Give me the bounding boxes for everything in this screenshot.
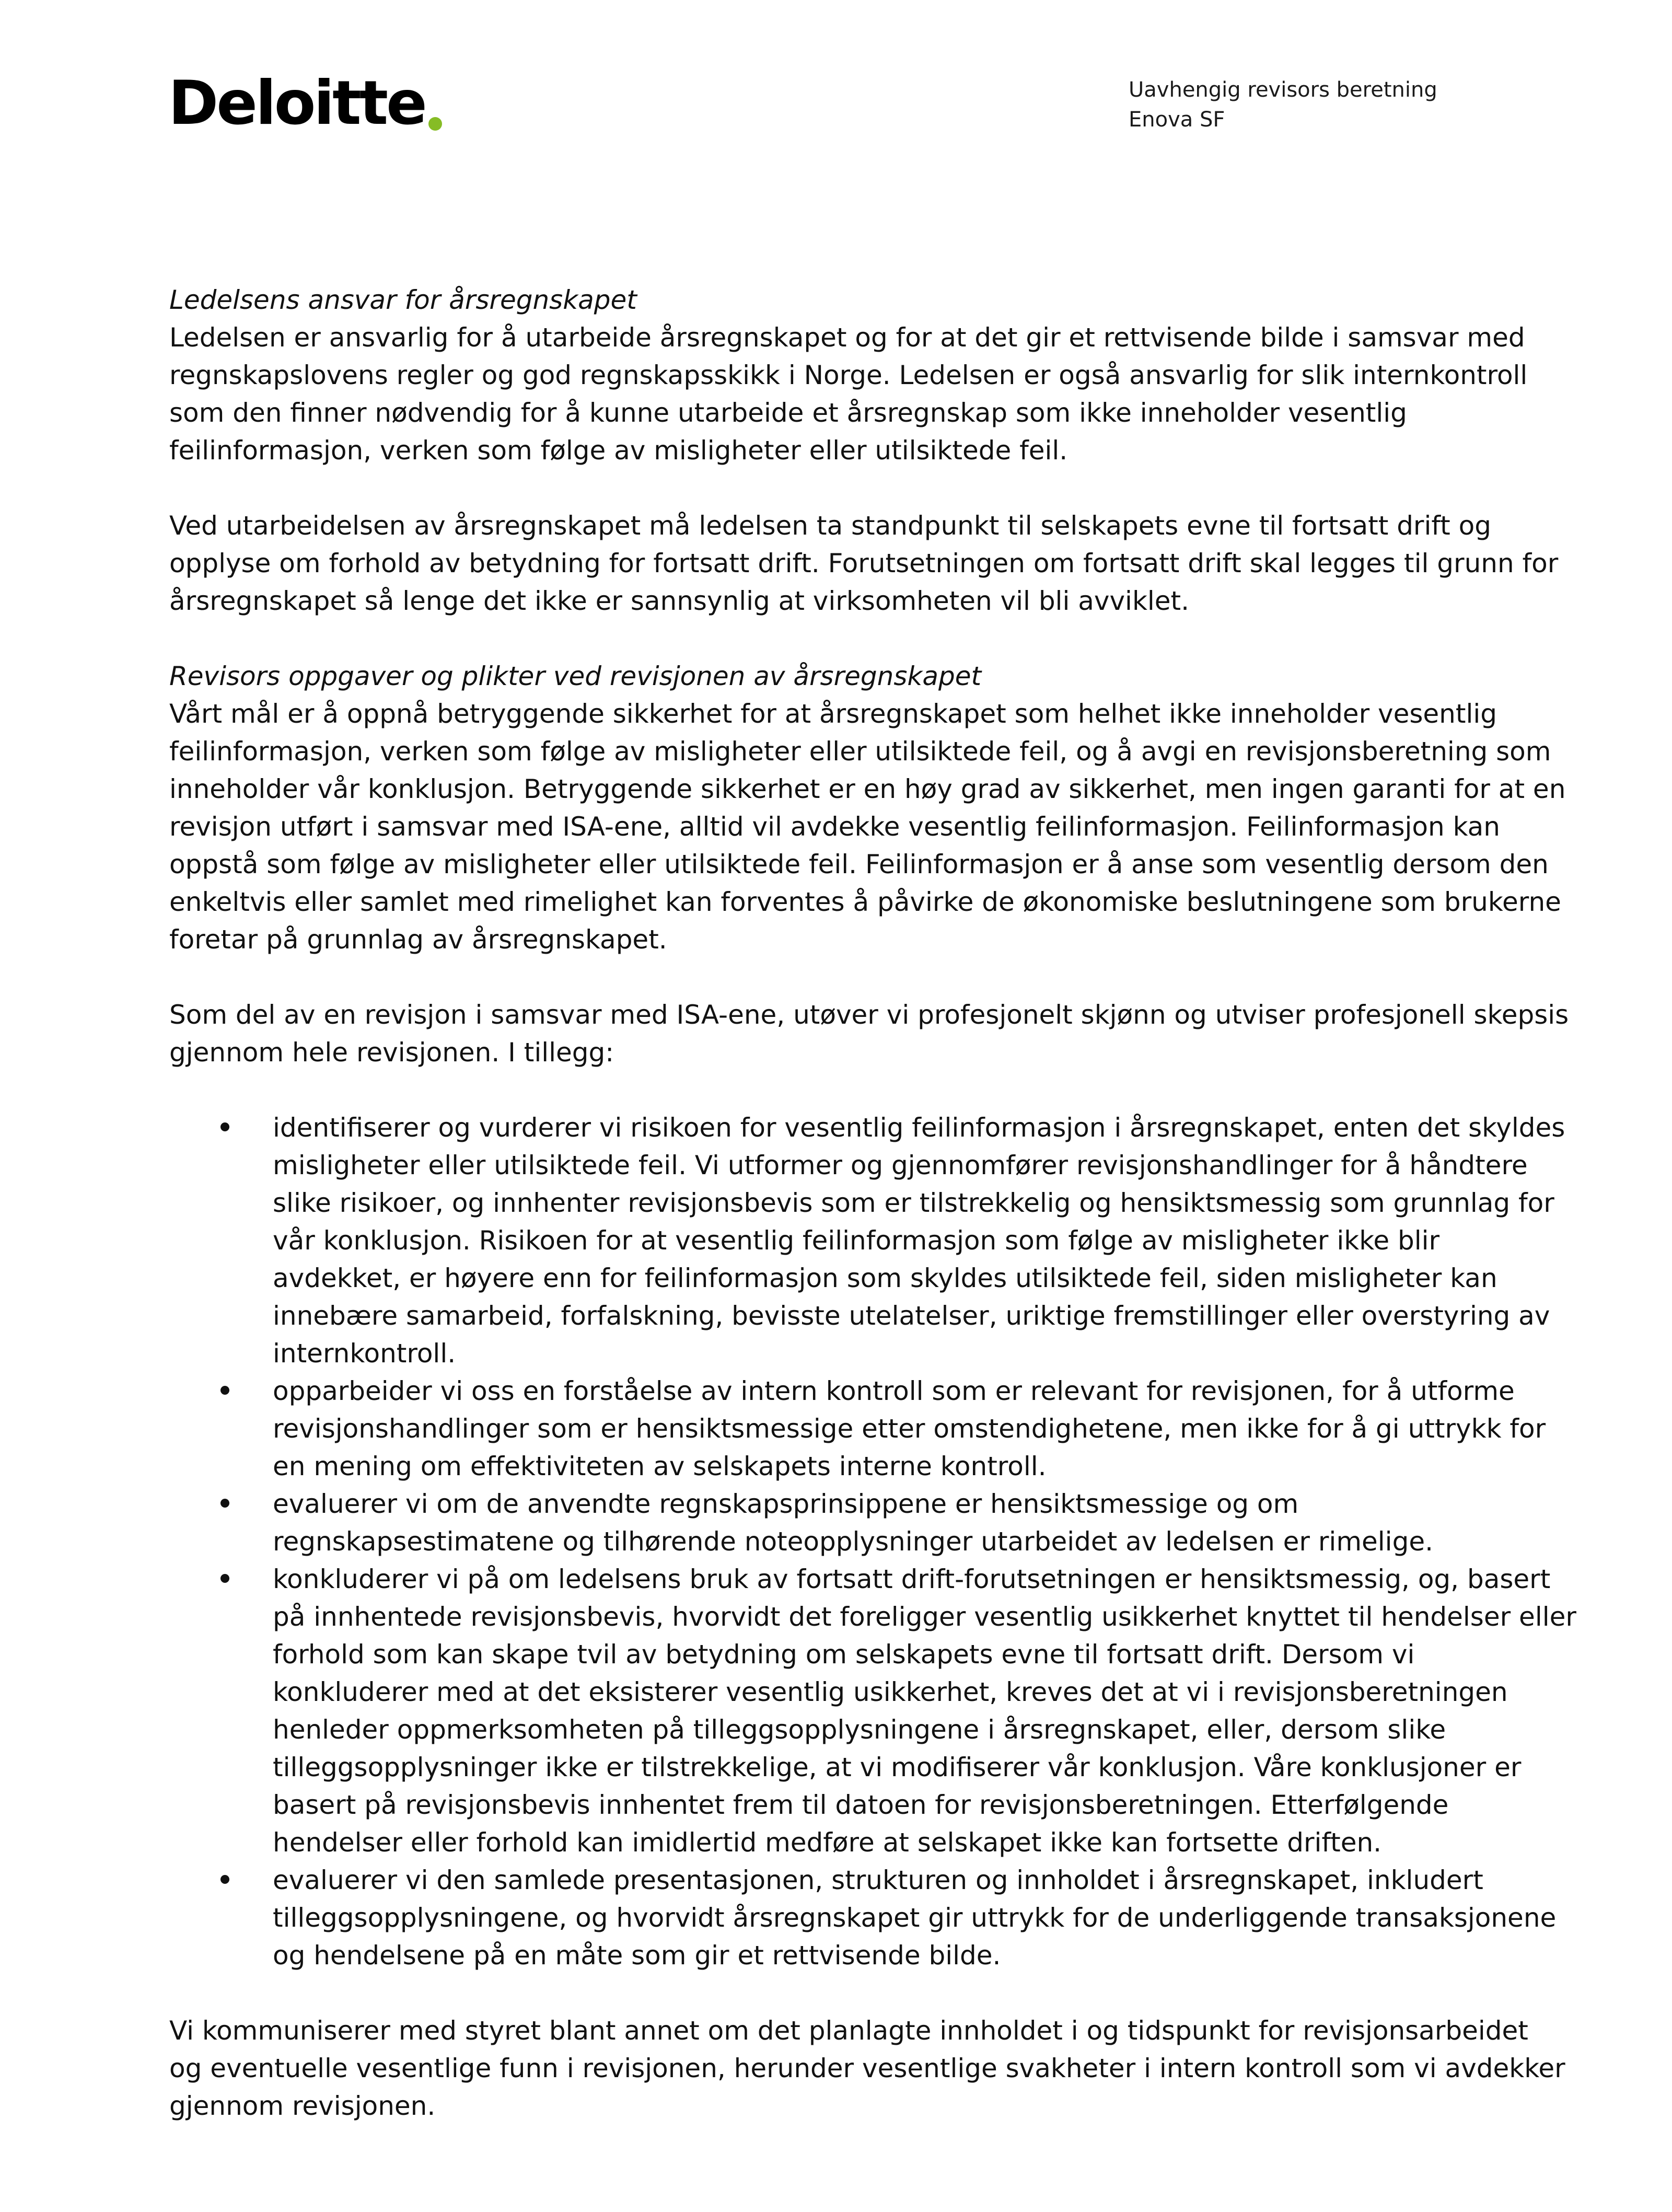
text-line: forhold som kan skape tvil av betydning om selskapets evne til fortsatt drift. Dersom vi bbox=[273, 1639, 1415, 1670]
text-line: tilleggsopplysninger ikke er tilstrekkelige, at vi modifiserer vår konklusjon. Våre konklusjoner er bbox=[273, 1752, 1522, 1782]
paragraph-management-responsibility bbox=[169, 319, 1528, 469]
list-item bbox=[169, 1372, 1546, 1485]
text-line: oppstå som følge av misligheter eller utilsiktede feil. Feilinformasjon er å anse som vesentlig dersom den bbox=[169, 849, 1549, 879]
text-line: Ledelsen er ansvarlig for å utarbeide årsregnskapet og for at det gir et rettvisende bilde i samsvar med bbox=[169, 322, 1525, 353]
text-line: basert på revisjonsbevis innhentet frem til datoen for revisjonsberetningen. Etterfølgende bbox=[273, 1790, 1449, 1820]
text-line: innebære samarbeid, forfalskning, bevisste utelatelser, uriktige fremstillinger eller overstyring av bbox=[273, 1301, 1550, 1331]
logo-text: Deloitte bbox=[168, 68, 425, 138]
paragraph-spacer bbox=[169, 1974, 1507, 2012]
text-line: Som del av en revisjon i samsvar med ISA-ene, utøver vi profesjonelt skjønn og utviser profesjonell skepsis bbox=[169, 1000, 1569, 1030]
text-line: konkluderer med at det eksisterer vesentlig usikkerhet, kreves det at vi i revisjonsberetningen bbox=[273, 1677, 1508, 1707]
text-line: tilleggsopplysningene, og hvorvidt årsregnskapet gir uttrykk for de underliggende transaksjonene bbox=[273, 1903, 1557, 1933]
text-line: henleder oppmerksomheten på tilleggsopplysningene i årsregnskapet, eller, dersom slike bbox=[273, 1715, 1446, 1745]
text-line: årsregnskapet så lenge det ikke er sannsynlig at virksomheten vil bli avviklet. bbox=[169, 586, 1190, 616]
text-line: misligheter eller utilsiktede feil. Vi utformer og gjennomfører revisjonshandlinger for å håndtere bbox=[273, 1150, 1528, 1180]
paragraph-spacer bbox=[169, 469, 1507, 507]
paragraph-going-concern bbox=[169, 507, 1559, 620]
text-line: revisjon utført i samsvar med ISA-ene, alltid vil avdekke vesentlig feilinformasjon. Feilinformasjon kan bbox=[169, 812, 1500, 842]
bullet-icon bbox=[220, 1386, 229, 1395]
list-item bbox=[169, 1109, 1565, 1372]
logo-dot bbox=[428, 117, 442, 131]
text-line: og hendelsene på en måte som gir et rettvisende bilde. bbox=[273, 1940, 1001, 1971]
paragraph-audit-scope bbox=[169, 996, 1569, 1071]
paragraph-spacer bbox=[169, 958, 1507, 996]
list-item bbox=[169, 1485, 1507, 1560]
text-line: slike risikoer, og innhenter revisjonsbevis som er tilstrekkelig og hensiktsmessig som grunnlag for bbox=[273, 1188, 1554, 1218]
bullet-icon bbox=[220, 1574, 229, 1583]
text-line: regnskapslovens regler og god regnskapsskikk i Norge. Ledelsen er også ansvarlig for slik internkontroll bbox=[169, 360, 1528, 390]
text-line: internkontroll. bbox=[273, 1338, 456, 1369]
text-line: regnskapsestimatene og tilhørende noteopplysninger utarbeidet av ledelsen er rimelige. bbox=[273, 1526, 1433, 1557]
text-line: foretar på grunnlag av årsregnskapet. bbox=[169, 924, 667, 955]
text-line: gjennom revisjonen. bbox=[169, 2091, 436, 2121]
company-name: Enova SF bbox=[1129, 108, 1225, 132]
text-line: konkluderer vi på om ledelsens bruk av fortsatt drift-forutsetningen er hensiktsmessig, og, basert bbox=[273, 1564, 1551, 1594]
paragraph-spacer bbox=[169, 620, 1507, 657]
list-item bbox=[169, 1861, 1557, 1974]
text-line: en mening om effektiviteten av selskapets interne kontroll. bbox=[273, 1451, 1047, 1481]
text-line: på innhentede revisjonsbevis, hvorvidt det foreligger vesentlig usikkerhet knyttet til hendelser eller bbox=[273, 1602, 1576, 1632]
text-line: som den finner nødvendig for å kunne utarbeide et årsregnskap som ikke inneholder vesentlig bbox=[169, 398, 1407, 428]
text-line: avdekket, er høyere enn for feilinformasjon som skyldes utilsiktede feil, siden misligheter kan bbox=[273, 1263, 1497, 1293]
text-line: inneholder vår konklusjon. Betryggende sikkerhet er en høy grad av sikkerhet, men ingen garanti for at en bbox=[169, 774, 1566, 804]
document-header bbox=[1129, 75, 1437, 135]
text-line: vår konklusjon. Risikoen for at vesentlig feilinformasjon som følge av misligheter ikke blir bbox=[273, 1225, 1440, 1256]
document-body bbox=[169, 281, 1576, 2125]
list-item bbox=[169, 1560, 1576, 1861]
text-line: enkeltvis eller samlet med rimelighet kan forventes å påvirke de økonomiske beslutningene som brukerne bbox=[169, 887, 1561, 917]
text-line: og eventuelle vesentlige funn i revisjonen, herunder vesentlige svakheter i intern kontroll som vi avdekker bbox=[169, 2053, 1565, 2083]
document-title: Uavhengig revisors beretning bbox=[1129, 78, 1437, 102]
text-line: identifiserer og vurderer vi risikoen for vesentlig feilinformasjon i årsregnskapet, enten det skyldes bbox=[273, 1113, 1565, 1143]
text-line: evaluerer vi om de anvendte regnskapsprinsippene er hensiktsmessige og om bbox=[273, 1489, 1299, 1519]
text-line: feilinformasjon, verken som følge av misligheter eller utilsiktede feil, og å avgi en revisjonsberetning som bbox=[169, 736, 1551, 767]
text-line: hendelser eller forhold kan imidlertid medføre at selskapet ikke kan fortsette driften. bbox=[273, 1827, 1382, 1858]
deloitte-logo bbox=[168, 68, 442, 138]
text-line: opplyse om forhold av betydning for fortsatt drift. Forutsetningen om fortsatt drift skal legges til grunn for bbox=[169, 548, 1559, 578]
bullet-list bbox=[169, 1109, 1576, 1974]
paragraph-communication bbox=[169, 2012, 1565, 2125]
section-heading-management: Ledelsens ansvar for årsregnskapet bbox=[169, 285, 637, 315]
bullet-icon bbox=[220, 1875, 229, 1884]
paragraph-audit-objective bbox=[169, 695, 1566, 958]
text-line: opparbeider vi oss en forståelse av intern kontroll som er relevant for revisjonen, for å utforme bbox=[273, 1376, 1515, 1406]
bullet-icon bbox=[220, 1499, 229, 1508]
text-line: evaluerer vi den samlede presentasjonen, strukturen og innholdet i årsregnskapet, inkludert bbox=[273, 1865, 1483, 1895]
text-line: revisjonshandlinger som er hensiktsmessige etter omstendighetene, men ikke for å gi uttrykk for bbox=[273, 1414, 1546, 1444]
text-line: Vi kommuniserer med styret blant annet om det planlagte innholdet i og tidspunkt for revisjonsarbeidet bbox=[169, 2016, 1528, 2046]
section-heading-auditor: Revisors oppgaver og plikter ved revisjonen av årsregnskapet bbox=[169, 661, 982, 691]
bullet-icon bbox=[220, 1122, 229, 1131]
paragraph-spacer bbox=[169, 1071, 1507, 1109]
text-line: gjennom hele revisjonen. I tillegg: bbox=[169, 1037, 614, 1068]
text-line: Ved utarbeidelsen av årsregnskapet må ledelsen ta standpunkt til selskapets evne til fortsatt drift og bbox=[169, 511, 1491, 541]
text-line: Vårt mål er å oppnå betryggende sikkerhet for at årsregnskapet som helhet ikke inneholder vesentlig bbox=[169, 699, 1497, 729]
text-line: feilinformasjon, verken som følge av misligheter eller utilsiktede feil. bbox=[169, 435, 1068, 466]
